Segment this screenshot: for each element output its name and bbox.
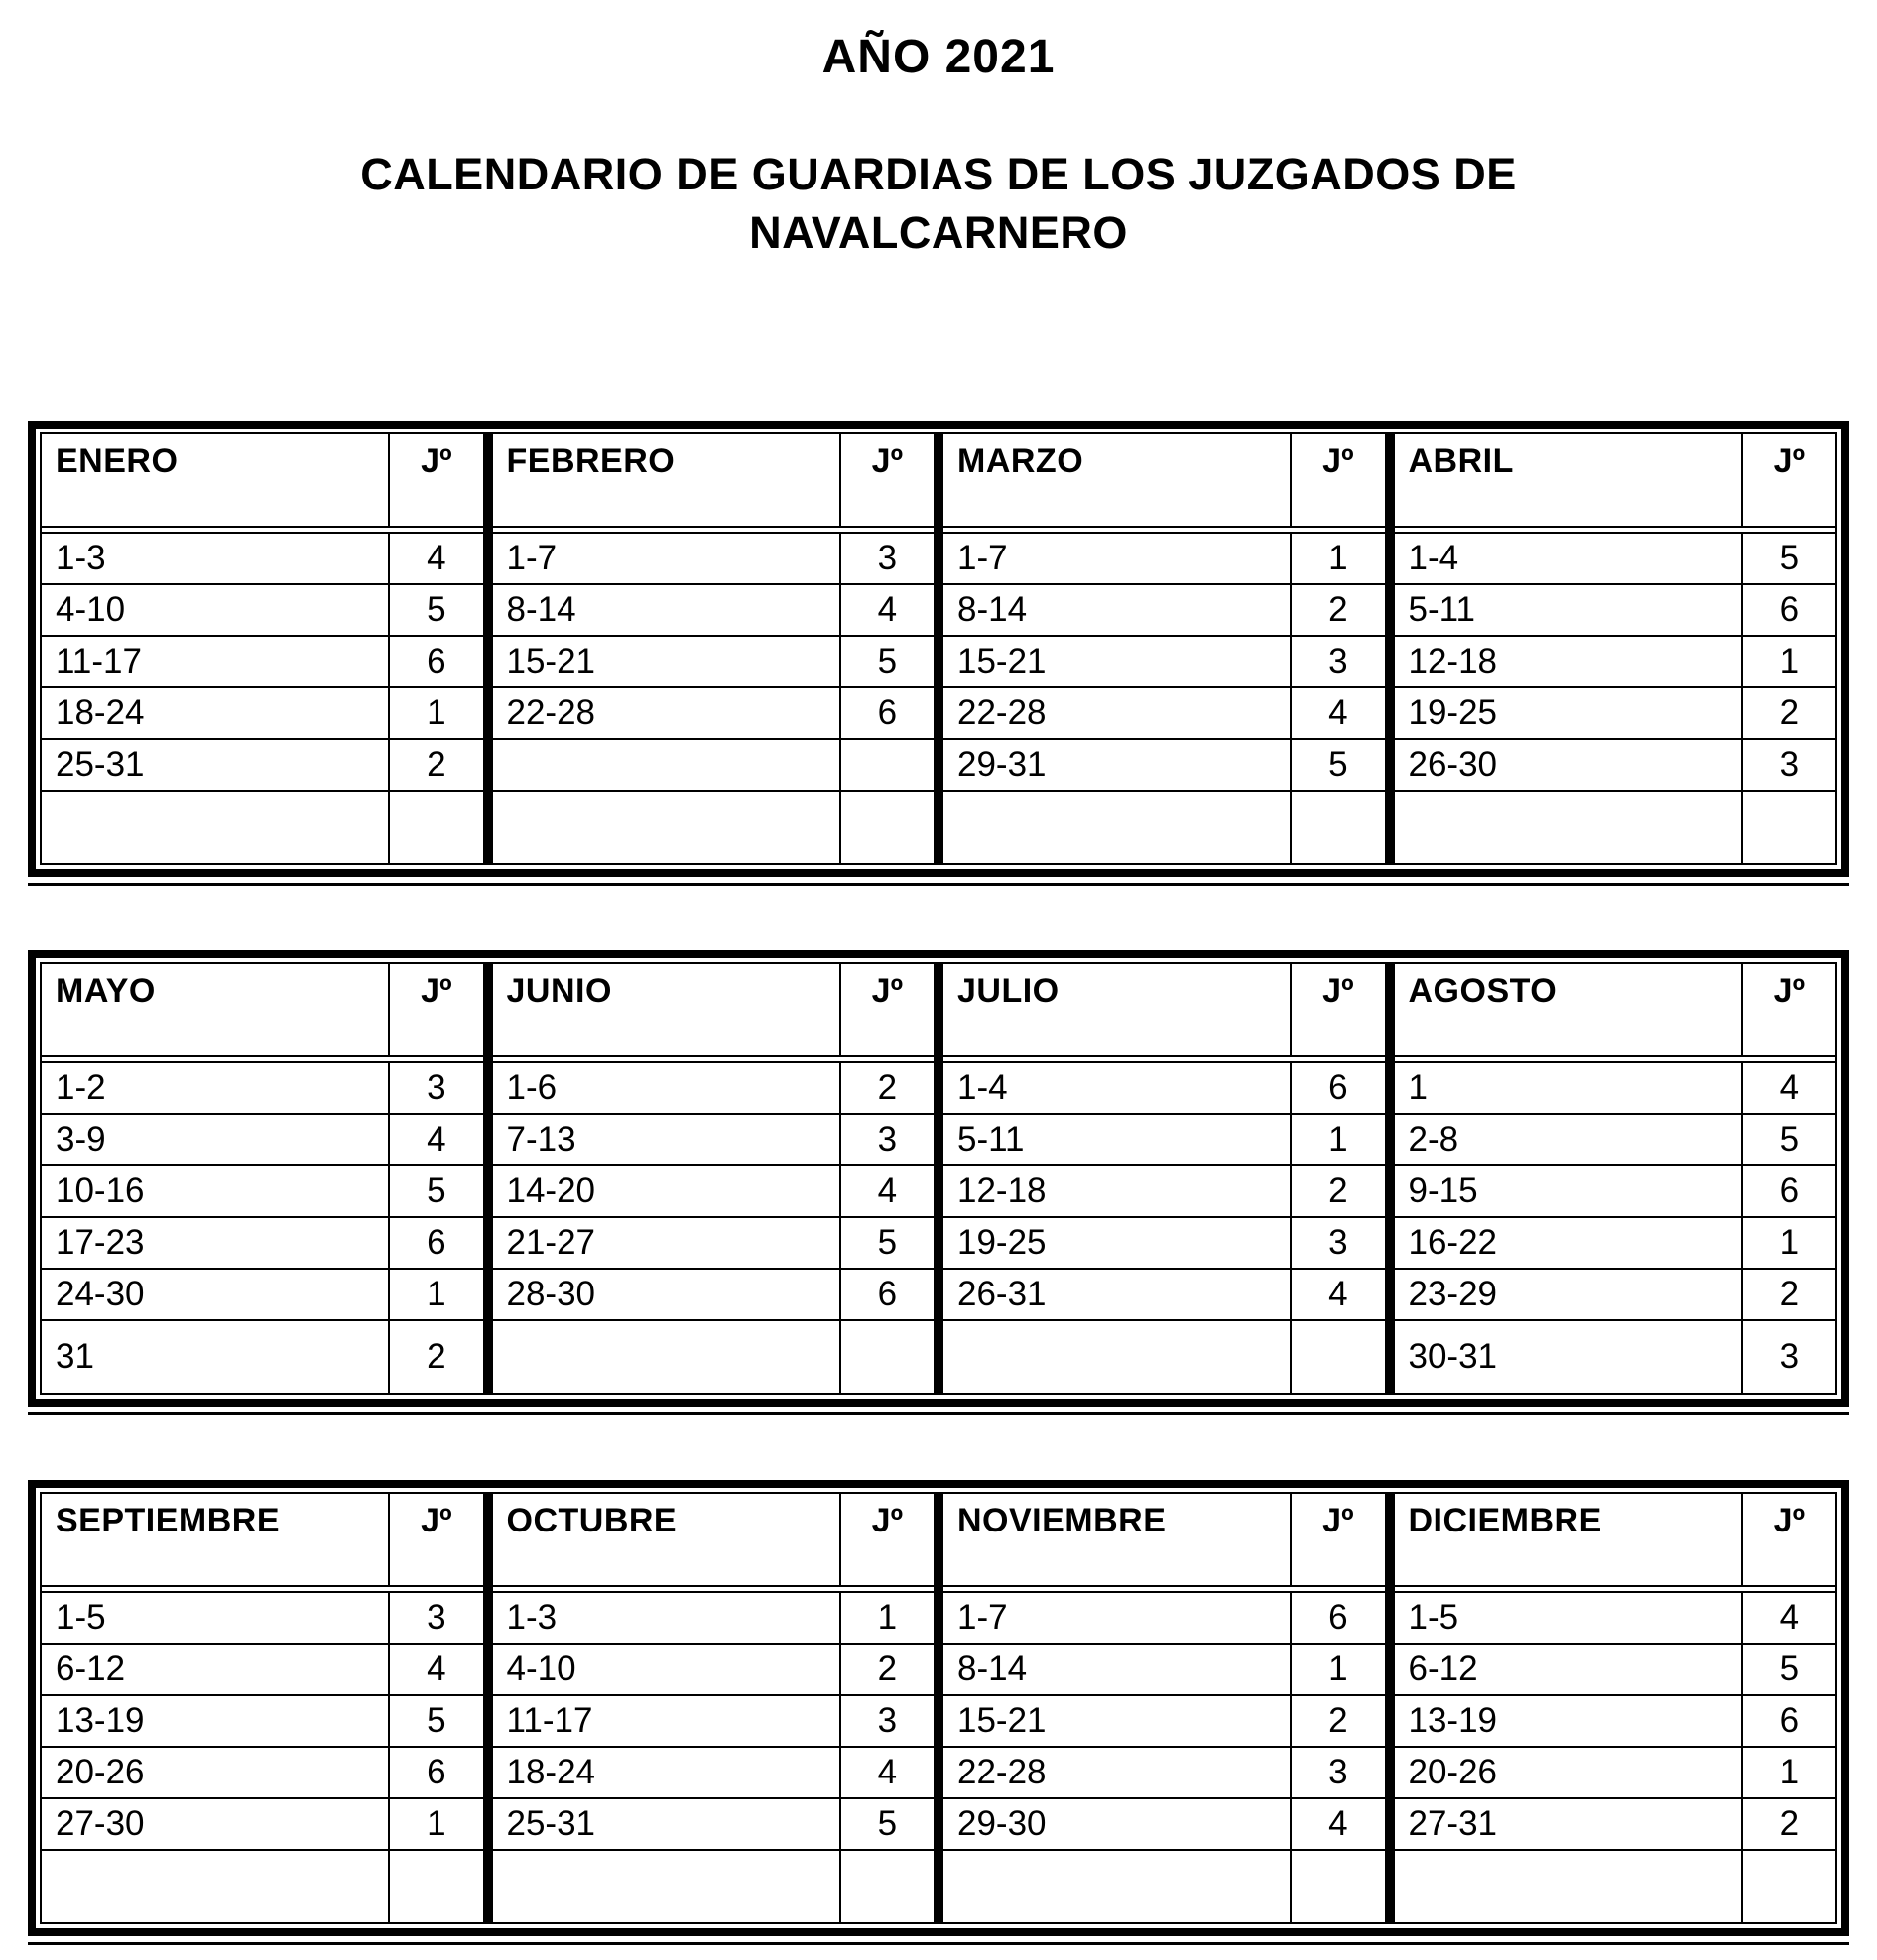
judge-col-header: Jº [1322, 442, 1354, 480]
table-row [943, 1270, 1385, 1321]
table-row [943, 1063, 1385, 1115]
judge-number: 3 [1328, 1753, 1348, 1791]
month-header [943, 1494, 1385, 1585]
judge-number [1292, 1321, 1384, 1393]
judge-number [1292, 1851, 1384, 1922]
month-header [1395, 964, 1836, 1055]
table-row [943, 1851, 1385, 1922]
table-row [943, 1166, 1385, 1218]
table-row [1395, 1321, 1836, 1393]
judge-number: 1 [1779, 642, 1800, 680]
month-header [42, 434, 483, 526]
table-row [493, 1270, 935, 1321]
judge-col-header: Jº [1773, 442, 1805, 480]
table-row [493, 688, 935, 740]
judge-number: 3 [1779, 745, 1800, 784]
week-range [493, 1851, 841, 1922]
month-name: ABRIL [1395, 434, 1743, 526]
week-range: 17-23 [42, 1218, 390, 1268]
judge-number: 4 [427, 1650, 446, 1688]
table-row [493, 1166, 935, 1218]
table-row [42, 1851, 483, 1922]
judge-number [1743, 792, 1835, 863]
table-row [493, 1851, 935, 1922]
week-range: 1-7 [493, 534, 841, 583]
week-range: 5-11 [943, 1115, 1292, 1164]
judge-number: 6 [1779, 1701, 1800, 1740]
table-row [1395, 1166, 1836, 1218]
table-row [943, 1645, 1385, 1696]
month-name: MARZO [943, 434, 1292, 526]
judge-number: 6 [877, 693, 898, 732]
month-header [943, 964, 1385, 1055]
table-row [42, 688, 483, 740]
week-range: 15-21 [943, 1696, 1292, 1746]
month-divider [1385, 1494, 1395, 1922]
table-row [493, 1321, 935, 1393]
week-range: 13-19 [1395, 1696, 1743, 1746]
month-header [42, 1494, 483, 1585]
week-range: 16-22 [1395, 1218, 1743, 1268]
week-range: 29-30 [943, 1799, 1292, 1849]
table-row [1395, 1063, 1836, 1115]
month-header [493, 964, 935, 1055]
month-table-enero [42, 434, 483, 863]
week-range [42, 792, 390, 863]
table-row [1395, 792, 1836, 863]
judge-number: 2 [1779, 693, 1800, 732]
judge-number: 6 [427, 1223, 446, 1262]
table-row [493, 637, 935, 688]
judge-col-header: Jº [1322, 1502, 1354, 1539]
table-row [1395, 1115, 1836, 1166]
month-name: FEBRERO [493, 434, 841, 526]
week-range: 25-31 [493, 1799, 841, 1849]
week-range: 25-31 [42, 740, 390, 790]
month-table-junio [493, 964, 935, 1393]
judge-number: 4 [1328, 1275, 1348, 1313]
week-range [1395, 1851, 1743, 1922]
table-row [493, 1218, 935, 1270]
judge-number: 5 [1779, 539, 1800, 577]
table-row [943, 585, 1385, 637]
judge-number: 6 [1328, 1598, 1348, 1637]
week-range: 15-21 [493, 637, 841, 686]
month-name: DICIEMBRE [1395, 1494, 1743, 1585]
week-range: 8-14 [943, 585, 1292, 635]
judge-number [841, 740, 934, 790]
table-row [943, 740, 1385, 792]
judge-number: 6 [427, 642, 446, 680]
week-range: 26-31 [943, 1270, 1292, 1319]
week-range: 13-19 [42, 1696, 390, 1746]
month-header [493, 434, 935, 526]
week-range: 31 [42, 1321, 390, 1393]
month-name: JUNIO [493, 964, 841, 1055]
table-row [42, 1218, 483, 1270]
table-row [943, 534, 1385, 585]
page-subtitle: CALENDARIO DE GUARDIAS DE LOS JUZGADOS DE NAVALCARNERO [360, 149, 1517, 258]
month-header [1395, 434, 1836, 526]
week-range: 7-13 [493, 1115, 841, 1164]
table-row [493, 585, 935, 637]
week-range: 1-6 [493, 1063, 841, 1113]
table-row [1395, 740, 1836, 792]
judge-number: 1 [1779, 1753, 1800, 1791]
judge-col-header: Jº [1773, 1502, 1805, 1539]
judge-number: 6 [877, 1275, 898, 1313]
table-row [1395, 1593, 1836, 1645]
month-table-septiembre [42, 1494, 483, 1922]
table-row [943, 792, 1385, 863]
table-row [42, 1593, 483, 1645]
week-range: 15-21 [943, 637, 1292, 686]
table-row [1395, 1851, 1836, 1922]
table-row [493, 1593, 935, 1645]
judge-number: 6 [1779, 1171, 1800, 1210]
table-row [1395, 534, 1836, 585]
month-table-mayo [42, 964, 483, 1393]
week-range: 14-20 [493, 1166, 841, 1216]
judge-number: 5 [1779, 1650, 1800, 1688]
week-range: 22-28 [943, 1748, 1292, 1797]
table-row [42, 1063, 483, 1115]
judge-number: 3 [877, 1120, 898, 1159]
week-range: 5-11 [1395, 585, 1743, 635]
judge-number [841, 1321, 934, 1393]
week-range: 4-10 [493, 1645, 841, 1694]
judge-number: 1 [1328, 1120, 1348, 1159]
judge-number: 4 [427, 1120, 446, 1159]
month-divider [1385, 434, 1395, 863]
table-row [493, 1748, 935, 1799]
month-table-marzo [943, 434, 1385, 863]
month-name: JULIO [943, 964, 1292, 1055]
quarter-block-inner [40, 432, 1837, 865]
judge-col-header: Jº [421, 442, 452, 480]
table-row [42, 1270, 483, 1321]
judge-col-header: Jº [421, 972, 452, 1010]
table-row [1395, 688, 1836, 740]
judge-number: 2 [1328, 590, 1348, 629]
month-name: MAYO [42, 964, 390, 1055]
judge-number: 2 [1779, 1275, 1800, 1313]
quarter-block-inner [40, 962, 1837, 1395]
header-separator [943, 1055, 1385, 1063]
judge-number: 4 [1328, 1804, 1348, 1843]
judge-number: 1 [1328, 1650, 1348, 1688]
judge-number [390, 792, 482, 863]
week-range [493, 792, 841, 863]
judge-number: 3 [1328, 1223, 1348, 1262]
judge-number: 1 [427, 1275, 446, 1313]
judge-number: 5 [427, 1701, 446, 1740]
header-separator [493, 1055, 935, 1063]
judge-number: 5 [427, 590, 446, 629]
calendar-blocks [28, 421, 1849, 1936]
table-row [1395, 1645, 1836, 1696]
table-row [493, 1115, 935, 1166]
quarter-block-2 [28, 950, 1849, 1407]
month-header [1395, 1494, 1836, 1585]
judge-number: 3 [1328, 642, 1348, 680]
judge-number: 4 [877, 1171, 898, 1210]
judge-number: 3 [427, 1068, 446, 1107]
judge-number: 6 [427, 1753, 446, 1791]
judge-number: 1 [427, 693, 446, 732]
judge-number: 2 [1328, 1701, 1348, 1740]
table-row [42, 740, 483, 792]
judge-number: 6 [1779, 590, 1800, 629]
table-row [42, 1748, 483, 1799]
months-row [42, 1494, 1835, 1922]
table-row [42, 1115, 483, 1166]
table-row [1395, 1270, 1836, 1321]
table-row [1395, 1799, 1836, 1851]
header-separator [1395, 1585, 1836, 1593]
month-divider [934, 434, 943, 863]
judge-number: 4 [427, 539, 446, 577]
week-range: 6-12 [1395, 1645, 1743, 1694]
week-range: 8-14 [943, 1645, 1292, 1694]
week-range: 1-2 [42, 1063, 390, 1113]
week-range: 1 [1395, 1063, 1743, 1113]
header-separator [943, 1585, 1385, 1593]
month-table-diciembre [1395, 1494, 1836, 1922]
table-row [1395, 637, 1836, 688]
week-range [1395, 792, 1743, 863]
table-row [493, 740, 935, 792]
week-range: 21-27 [493, 1218, 841, 1268]
judge-number: 4 [1779, 1068, 1800, 1107]
table-row [42, 1645, 483, 1696]
judge-number [1743, 1851, 1835, 1922]
header-separator [42, 1585, 483, 1593]
week-range: 27-31 [1395, 1799, 1743, 1849]
judge-number [390, 1851, 482, 1922]
week-range: 27-30 [42, 1799, 390, 1849]
table-row [42, 1321, 483, 1393]
month-divider [934, 1494, 943, 1922]
week-range: 6-12 [42, 1645, 390, 1694]
judge-number: 1 [877, 1598, 898, 1637]
table-row [943, 1593, 1385, 1645]
month-name: SEPTIEMBRE [42, 1494, 390, 1585]
judge-number [841, 1851, 934, 1922]
month-table-julio [943, 964, 1385, 1393]
header-separator [493, 1585, 935, 1593]
week-range: 19-25 [1395, 688, 1743, 738]
table-row [42, 1166, 483, 1218]
week-range [42, 1851, 390, 1922]
table-row [493, 792, 935, 863]
week-range: 24-30 [42, 1270, 390, 1319]
table-row [493, 1063, 935, 1115]
months-row [42, 434, 1835, 863]
header-separator [1395, 1055, 1836, 1063]
month-table-abril [1395, 434, 1836, 863]
month-table-noviembre [943, 1494, 1385, 1922]
table-row [943, 1799, 1385, 1851]
quarter-block-1 [28, 421, 1849, 877]
month-header [943, 434, 1385, 526]
table-row [1395, 1696, 1836, 1748]
judge-col-header: Jº [421, 1502, 452, 1539]
judge-number: 5 [427, 1171, 446, 1210]
table-row [42, 1799, 483, 1851]
week-range [943, 1321, 1292, 1393]
week-range: 29-31 [943, 740, 1292, 790]
quarter-block-inner [40, 1492, 1837, 1924]
week-range: 18-24 [42, 688, 390, 738]
table-row [42, 534, 483, 585]
month-name: OCTUBRE [493, 1494, 841, 1585]
week-range: 11-17 [42, 637, 390, 686]
week-range: 1-7 [943, 534, 1292, 583]
week-range: 10-16 [42, 1166, 390, 1216]
week-range: 30-31 [1395, 1321, 1743, 1393]
week-range: 22-28 [493, 688, 841, 738]
week-range: 1-4 [1395, 534, 1743, 583]
month-table-octubre [493, 1494, 935, 1922]
month-table-febrero [493, 434, 935, 863]
judge-number [841, 792, 934, 863]
week-range [493, 740, 841, 790]
table-row [943, 1321, 1385, 1393]
header-separator [943, 526, 1385, 534]
week-range: 8-14 [493, 585, 841, 635]
judge-col-header: Jº [871, 972, 903, 1010]
month-table-agosto [1395, 964, 1836, 1393]
judge-col-header: Jº [871, 1502, 903, 1539]
table-row [943, 637, 1385, 688]
judge-number: 6 [1328, 1068, 1348, 1107]
table-row [493, 1645, 935, 1696]
judge-number: 5 [877, 642, 898, 680]
header-separator [493, 526, 935, 534]
week-range: 4-10 [42, 585, 390, 635]
months-row [42, 964, 1835, 1393]
table-row [1395, 1748, 1836, 1799]
judge-number: 1 [1328, 539, 1348, 577]
judge-col-header: Jº [871, 442, 903, 480]
table-row [493, 1696, 935, 1748]
week-range: 3-9 [42, 1115, 390, 1164]
week-range: 26-30 [1395, 740, 1743, 790]
judge-number: 3 [877, 1701, 898, 1740]
week-range: 20-26 [1395, 1748, 1743, 1797]
judge-number: 2 [427, 1337, 446, 1376]
month-header [42, 964, 483, 1055]
month-divider [1385, 964, 1395, 1393]
month-divider [483, 1494, 493, 1922]
week-range [943, 792, 1292, 863]
table-row [943, 1748, 1385, 1799]
judge-number: 4 [1328, 693, 1348, 732]
judge-number: 3 [877, 539, 898, 577]
judge-number [1292, 792, 1384, 863]
table-row [493, 1799, 935, 1851]
table-row [943, 688, 1385, 740]
quarter-block-3 [28, 1480, 1849, 1936]
judge-col-header: Jº [1322, 972, 1354, 1010]
judge-number: 5 [877, 1804, 898, 1843]
judge-number: 3 [427, 1598, 446, 1637]
table-row [943, 1218, 1385, 1270]
judge-number: 2 [877, 1068, 898, 1107]
week-range: 1-5 [42, 1593, 390, 1643]
judge-number: 4 [877, 590, 898, 629]
month-header [493, 1494, 935, 1585]
month-divider [934, 964, 943, 1393]
table-row [42, 1696, 483, 1748]
judge-number: 5 [1779, 1120, 1800, 1159]
judge-number: 4 [1779, 1598, 1800, 1637]
month-divider [483, 964, 493, 1393]
judge-number: 5 [1328, 745, 1348, 784]
week-range: 1-5 [1395, 1593, 1743, 1643]
week-range: 12-18 [1395, 637, 1743, 686]
table-row [42, 637, 483, 688]
page-title: AÑO 2021 [821, 31, 1056, 83]
judge-col-header: Jº [1773, 972, 1805, 1010]
week-range [943, 1851, 1292, 1922]
judge-number: 1 [1779, 1223, 1800, 1262]
week-range: 1-7 [943, 1593, 1292, 1643]
week-range: 11-17 [493, 1696, 841, 1746]
header-separator [42, 1055, 483, 1063]
month-name: ENERO [42, 434, 390, 526]
week-range: 1-4 [943, 1063, 1292, 1113]
table-row [493, 534, 935, 585]
week-range: 23-29 [1395, 1270, 1743, 1319]
week-range: 9-15 [1395, 1166, 1743, 1216]
judge-number: 5 [877, 1223, 898, 1262]
table-row [943, 1696, 1385, 1748]
table-row [42, 792, 483, 863]
judge-number: 4 [877, 1753, 898, 1791]
judge-number: 2 [1328, 1171, 1348, 1210]
judge-number: 2 [1779, 1804, 1800, 1843]
week-range: 28-30 [493, 1270, 841, 1319]
week-range [493, 1321, 841, 1393]
table-row [943, 1115, 1385, 1166]
week-range: 1-3 [493, 1593, 841, 1643]
month-name: AGOSTO [1395, 964, 1743, 1055]
week-range: 22-28 [943, 688, 1292, 738]
judge-number: 1 [427, 1804, 446, 1843]
header-separator [1395, 526, 1836, 534]
week-range: 2-8 [1395, 1115, 1743, 1164]
judge-number: 2 [427, 745, 446, 784]
month-name: NOVIEMBRE [943, 1494, 1292, 1585]
header-separator [42, 526, 483, 534]
week-range: 1-3 [42, 534, 390, 583]
week-range: 19-25 [943, 1218, 1292, 1268]
table-row [1395, 585, 1836, 637]
table-row [1395, 1218, 1836, 1270]
week-range: 20-26 [42, 1748, 390, 1797]
judge-number: 2 [877, 1650, 898, 1688]
week-range: 12-18 [943, 1166, 1292, 1216]
week-range: 18-24 [493, 1748, 841, 1797]
table-row [42, 585, 483, 637]
month-divider [483, 434, 493, 863]
judge-number: 3 [1779, 1337, 1800, 1376]
